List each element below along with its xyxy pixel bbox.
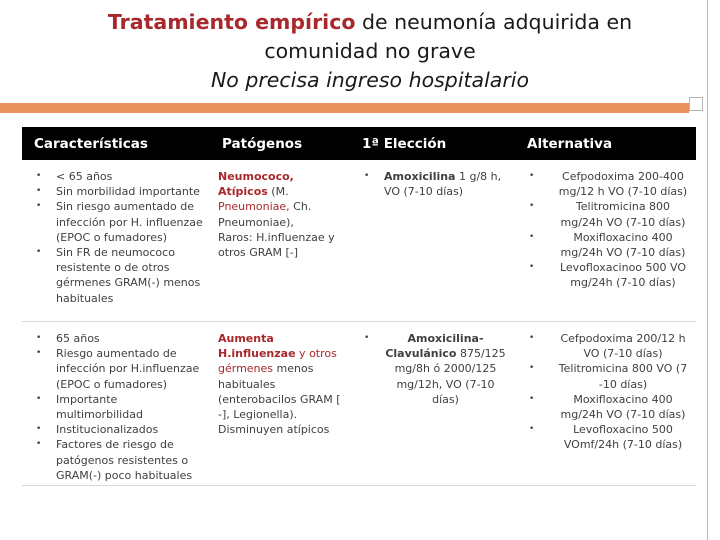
pathogen-text: Ch. Pneumoniae), bbox=[218, 200, 312, 229]
header-primera-eleccion: 1ª Elección bbox=[362, 135, 447, 152]
list-item: • Sin riesgo aumentado de infección por H. influenzae (EPOC o fumadores) bbox=[36, 199, 204, 245]
pathogen-text: menos habituales (enterobacilos GRAM [ -], Legionella). bbox=[218, 362, 341, 422]
list-item: • Moxifloxacino 400 mg/24h VO (7-10 días) bbox=[529, 392, 692, 422]
title-line-1 bbox=[60, 8, 680, 37]
pathogen-text: Raros: H.influenzae y otros GRAM [-] bbox=[218, 230, 335, 260]
pathogen-text: (M. bbox=[267, 185, 289, 199]
pathogen-text: y otros bbox=[295, 347, 337, 361]
list-item: • Moxifloxacino 400 mg/24h VO (7-10 días) bbox=[529, 230, 692, 260]
list-item: • Levofloxacinoo 500 VO mg/24h (7-10 días) bbox=[529, 260, 692, 290]
treatment-table bbox=[22, 127, 696, 486]
cell-alternativa bbox=[515, 322, 696, 485]
pathogen-text: Aumenta bbox=[218, 332, 274, 345]
table-row bbox=[22, 160, 696, 322]
slide-title bbox=[60, 8, 680, 95]
cell-patogenos bbox=[210, 322, 350, 485]
list-item: • Riesgo aumentado de infección por H.influenzae (EPOC o fumadores) bbox=[36, 346, 204, 392]
header-alternativa: Alternativa bbox=[527, 135, 613, 152]
drug-dose: 875/125 mg/8h ó 2000/125 mg/12h, VO (7-10 días) bbox=[394, 347, 506, 406]
list-item: • Telitromicina 800 VO (7 -10 días) bbox=[529, 361, 692, 391]
header-patogenos: Patógenos bbox=[222, 135, 303, 152]
pathogen-text: gérmenes bbox=[218, 362, 274, 376]
header-caracteristicas: Características bbox=[34, 135, 148, 152]
pathogen-text: Atípicos bbox=[218, 185, 268, 199]
cell-primera-eleccion bbox=[350, 322, 515, 485]
table-header-row bbox=[22, 127, 696, 160]
list-item: • Factores de riesgo de patógenos resistentes o GRAM(-) poco habituales bbox=[36, 437, 204, 483]
accent-square bbox=[689, 97, 703, 111]
title-rest: de neumonía adquirida en bbox=[355, 10, 633, 34]
title-line-2: comunidad no grave bbox=[264, 39, 476, 63]
pathogen-text: Disminuyen atípicos bbox=[218, 423, 330, 437]
list-item: • 65 años bbox=[36, 331, 204, 346]
list-item: • Institucionalizados bbox=[36, 422, 204, 437]
cell-caracteristicas bbox=[22, 322, 210, 485]
table-row bbox=[22, 322, 696, 486]
list-item: • Telitromicina 800 mg/24h VO (7-10 días) bbox=[529, 199, 692, 229]
pathogen-text: Neumococo, bbox=[218, 170, 294, 183]
title-bold: Tratamiento empírico bbox=[107, 10, 356, 34]
slide-side-line bbox=[707, 0, 708, 540]
list-item: • Importante multimorbilidad bbox=[36, 392, 204, 422]
list-item: • Sin morbilidad importante bbox=[36, 184, 204, 199]
list-item: • Cefpodoxima 200-400 mg/12 h VO (7-10 días) bbox=[529, 169, 692, 199]
list-item: • < 65 años bbox=[36, 169, 204, 184]
title-line-3: No precisa ingreso hospitalario bbox=[210, 68, 530, 92]
drug-name: Amoxicilina bbox=[384, 170, 456, 183]
pathogen-text: Pneumoniae, bbox=[218, 200, 290, 214]
drug-dose: 1 g/8 h, VO (7-10 días) bbox=[384, 170, 502, 199]
cell-patogenos bbox=[210, 160, 350, 321]
drug-name: Amoxicilina-Clavulánico bbox=[385, 332, 484, 361]
pathogen-text: H.influenzae bbox=[218, 347, 296, 361]
cell-caracteristicas bbox=[22, 160, 210, 321]
list-item: • Cefpodoxima 200/12 h VO (7-10 días) bbox=[529, 331, 692, 361]
list-item bbox=[364, 331, 507, 407]
accent-bar bbox=[0, 103, 689, 113]
list-item: • Levofloxacino 500 VOmf/24h (7-10 días) bbox=[529, 422, 692, 452]
cell-alternativa bbox=[515, 160, 696, 321]
list-item bbox=[364, 169, 507, 199]
list-item: • Sin FR de neumococo resistente o de otros gérmenes GRAM(-) menos habituales bbox=[36, 245, 204, 306]
cell-primera-eleccion bbox=[350, 160, 515, 321]
